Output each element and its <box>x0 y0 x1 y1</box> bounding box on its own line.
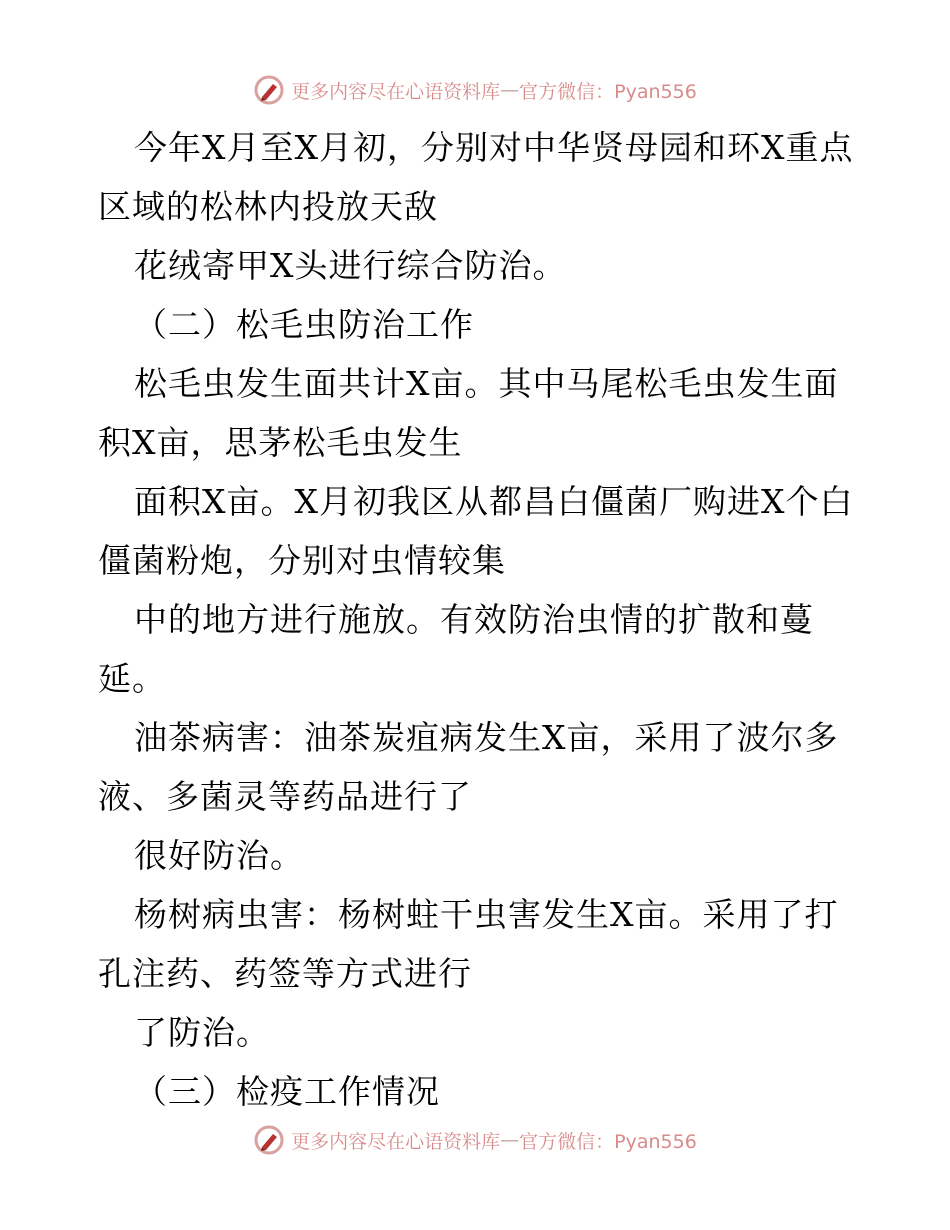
footer-separator: — <box>500 1129 520 1151</box>
section-heading: （二）松毛虫防治工作 <box>134 305 474 344</box>
paragraph: 了防治。 <box>134 1013 270 1052</box>
footer-contact-text: 官方微信：Pyan556 <box>519 1130 697 1153</box>
section-heading: （三）检疫工作情况 <box>134 1072 440 1111</box>
page-footer-watermark <box>0 1120 950 1160</box>
header-contact-text: 官方微信：Pyan556 <box>519 80 697 103</box>
pen-logo-icon <box>253 1124 285 1156</box>
paragraph: 松毛虫发生面共计X亩。其中马尾松毛虫发生面积X亩，思茅松毛虫发生 <box>98 364 839 462</box>
paragraph: 中的地方进行施放。有效防治虫情的扩散和蔓延。 <box>98 600 814 698</box>
document-body <box>98 118 858 1121</box>
paragraph: 油茶病害：油茶炭疽病发生X亩，采用了波尔多液、多菌灵等药品进行了 <box>98 718 839 816</box>
paragraph: 杨树病虫害：杨树蛀干虫害发生X亩。采用了打孔注药、药签等方式进行 <box>98 895 839 993</box>
header-separator: — <box>500 79 520 101</box>
header-brand-text: 更多内容尽在心语资料库 <box>291 80 501 103</box>
footer-brand-text: 更多内容尽在心语资料库 <box>291 1130 501 1153</box>
pen-logo-icon <box>253 74 285 106</box>
paragraph: 花绒寄甲X头进行综合防治。 <box>134 246 567 285</box>
paragraph: 很好防治。 <box>134 836 304 875</box>
page-header-watermark <box>0 70 950 110</box>
paragraph: 今年X月至X月初，分别对中华贤母园和环X重点区域的松林内投放天敌 <box>98 128 854 226</box>
paragraph: 面积X亩。X月初我区从都昌白僵菌厂购进X个白僵菌粉炮，分别对虫情较集 <box>98 482 854 580</box>
